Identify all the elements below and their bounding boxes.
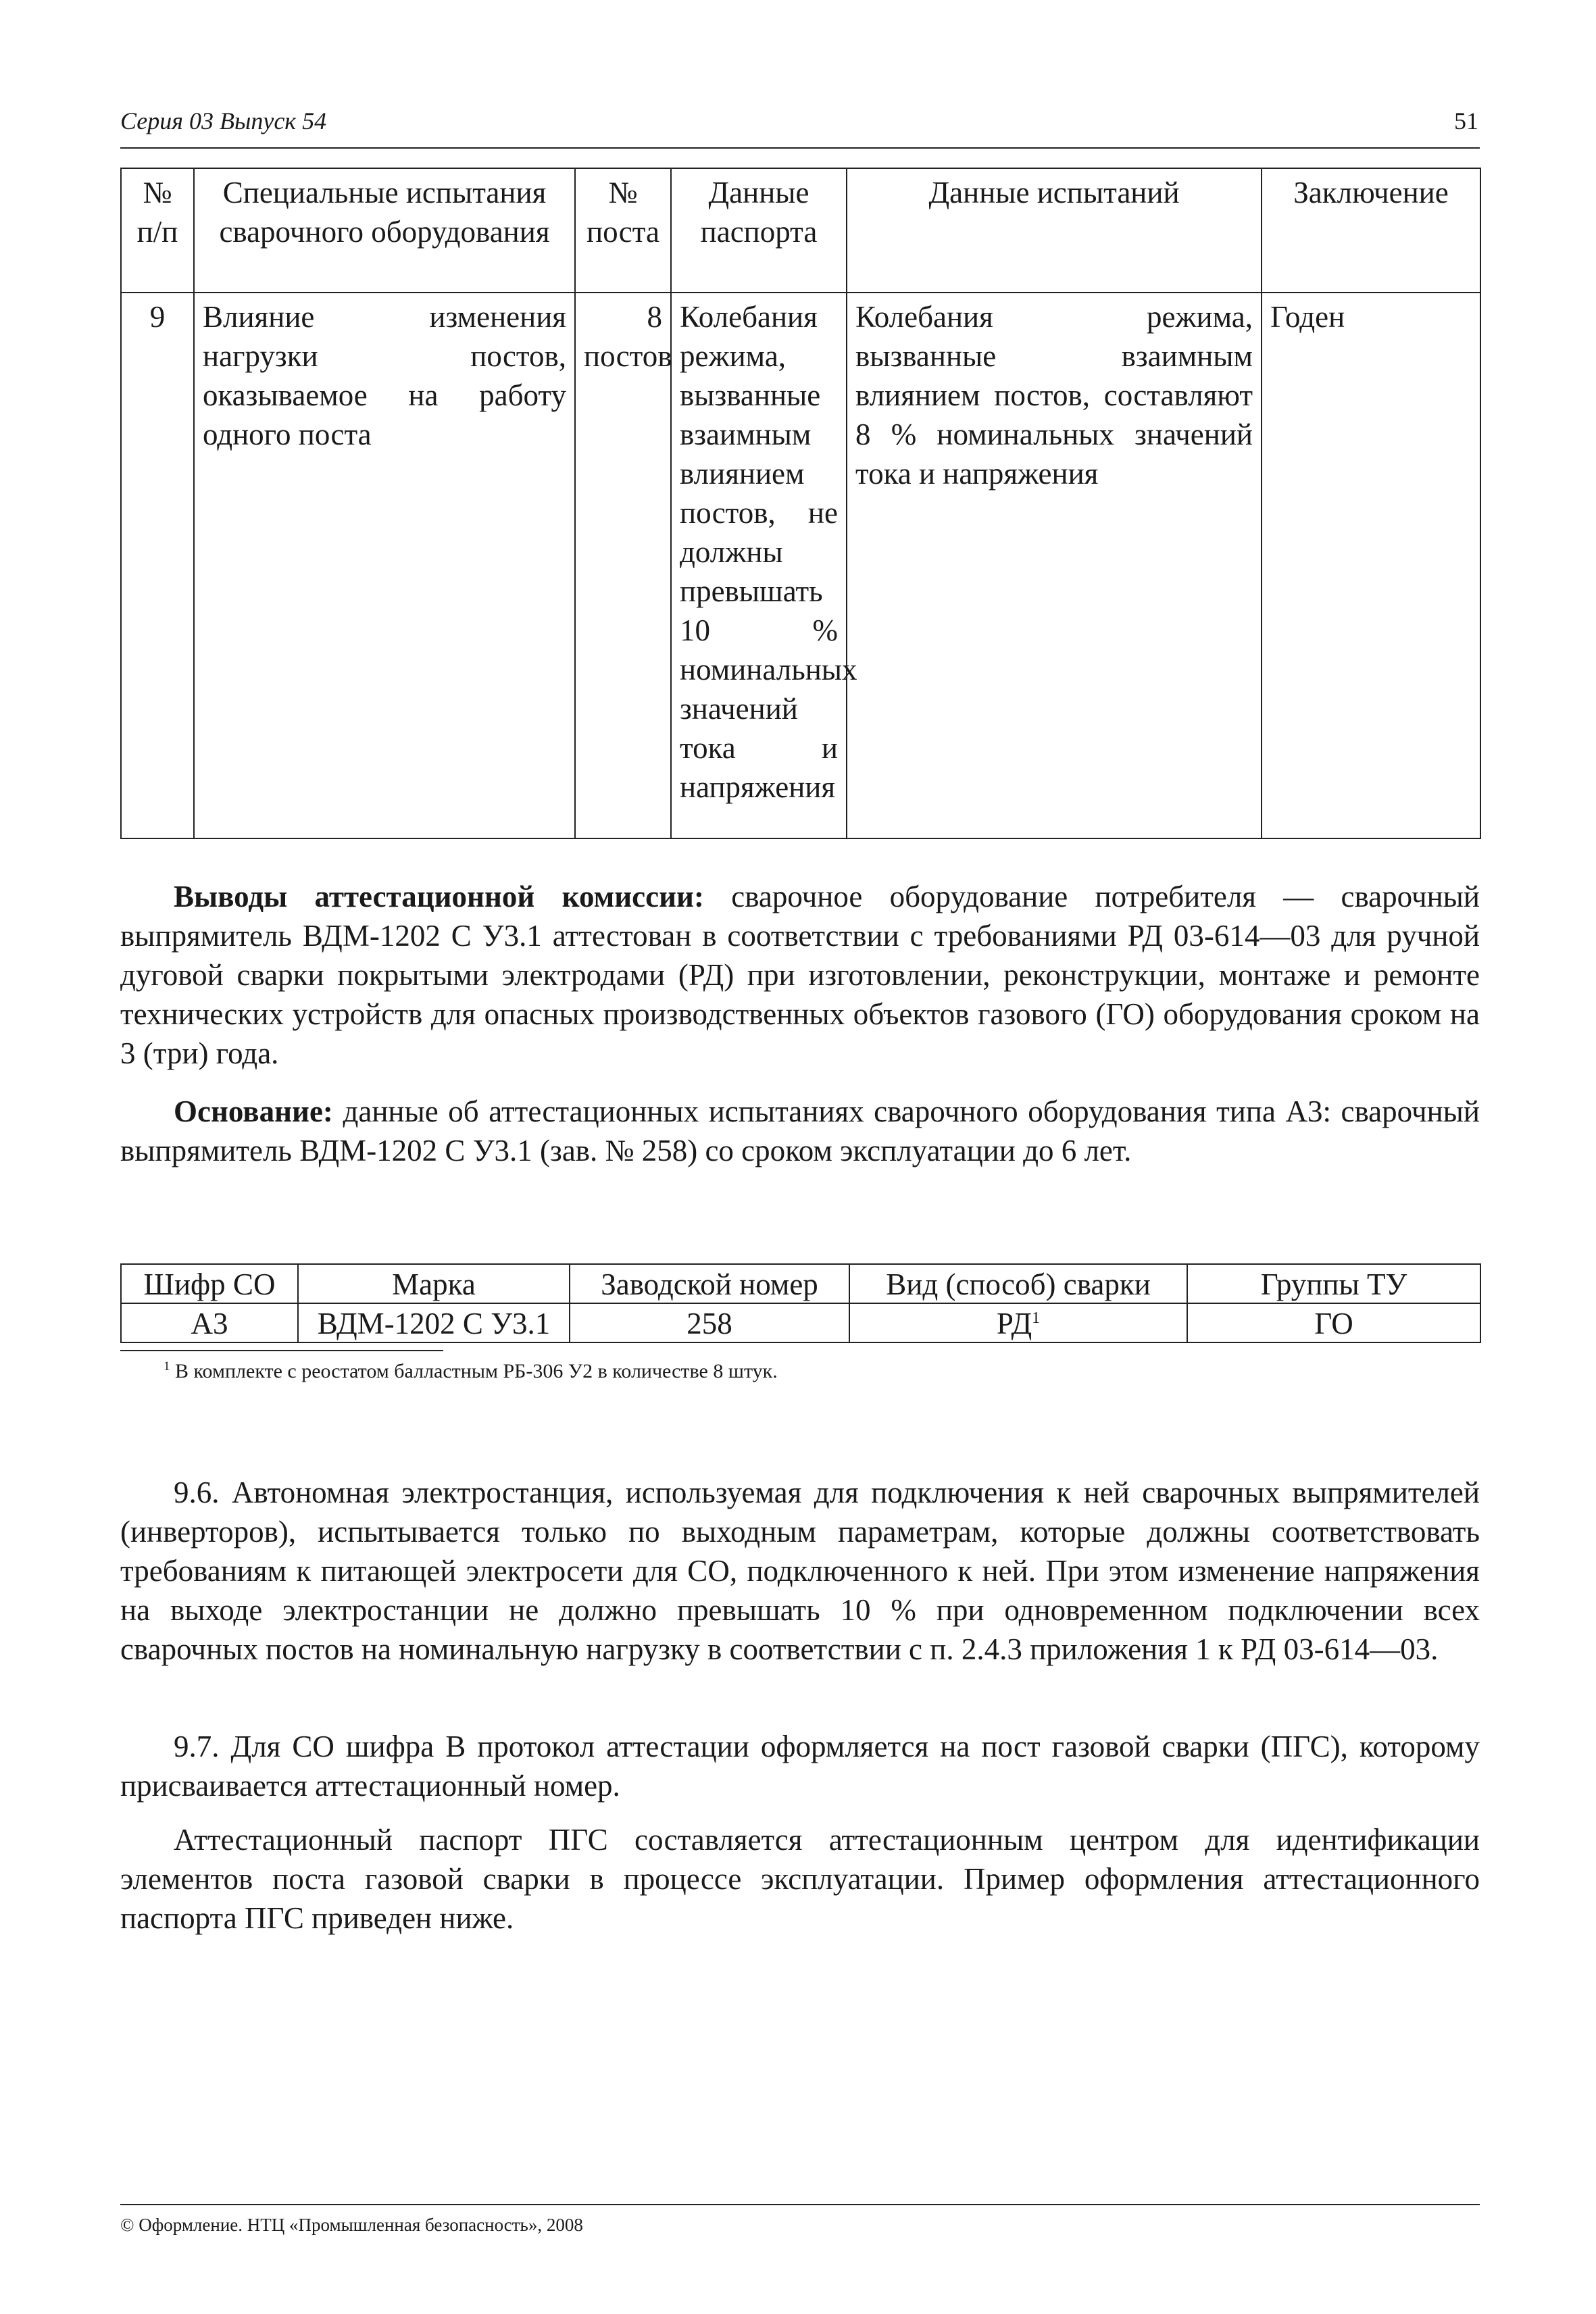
- conclusions-paragraph: [120, 877, 1480, 1073]
- header-groups: Группы ТУ: [1187, 1264, 1480, 1303]
- cell-welding-type: [849, 1303, 1187, 1342]
- header-welding-type: Вид (способ) сварки: [849, 1264, 1187, 1303]
- cell-serial: 258: [570, 1303, 849, 1342]
- series-title: Серия 03 Выпуск 54: [120, 107, 327, 134]
- cell-passport-data: Колебания режима, вызванные взаимным влиянием постов, не должны превышать 10 % номинальных значений тока и напряжения: [671, 293, 847, 838]
- cell-groups: ГО: [1187, 1303, 1480, 1342]
- page-header: [120, 107, 1480, 149]
- paragraph-9-6: [120, 1473, 1480, 1669]
- header-conclusion: Заключение: [1262, 168, 1480, 293]
- cell-test-data: Колебания режима, вызванные взаимным влиянием постов, составляют 8 % номинальных значений тока и напряжения: [847, 293, 1262, 838]
- cell-special-tests: Влияние изменения нагрузки постов, оказываемое на работу одного поста: [194, 293, 575, 838]
- table-row: [121, 1303, 1480, 1342]
- conclusions-label: Выводы аттестационной комиссии:: [174, 880, 704, 913]
- header-num: № п/п: [121, 168, 194, 293]
- equipment-table: [120, 1263, 1481, 1343]
- header-code: Шифр СО: [121, 1264, 298, 1303]
- footnote: [164, 1358, 778, 1385]
- cell-conclusion: Годен: [1262, 293, 1480, 838]
- table-row: [121, 293, 1480, 838]
- header-post-num: № поста: [575, 168, 671, 293]
- paragraph-passport-text: Аттестационный паспорт ПГС составляется аттестационным центром для идентификации элементов поста газовой сварки в процессе эксплуатации. Пример оформления аттестационного паспорта ПГС приведен ниже.: [120, 1823, 1480, 1935]
- special-tests-table: [120, 168, 1481, 839]
- header-brand: Марка: [298, 1264, 570, 1303]
- conclusions-text: сварочное оборудование потребителя — сварочный выпрямитель ВДМ-1202 С У3.1 аттестован в соответствии с требованиями РД 03-614—03 для ручной дуговой сварки покрытыми электродами (РД) при изготовлении, реконструкции, монтаже и ремонте технических устройств для опасных производственных объектов газового (ГО) оборудования сроком на 3 (три) года.: [120, 880, 1480, 1070]
- footnote-mark: 1: [164, 1359, 170, 1374]
- header-passport-data: Данные паспорта: [671, 168, 847, 293]
- cell-code: А3: [121, 1303, 298, 1342]
- footnote-text: В комплекте с реостатом балластным РБ-306 У2 в количестве 8 штук.: [170, 1360, 778, 1382]
- header-serial: Заводской номер: [570, 1264, 849, 1303]
- welding-type-value: РД: [996, 1307, 1032, 1340]
- footnote-ref: 1: [1032, 1309, 1041, 1327]
- cell-brand: ВДМ-1202 С У3.1: [298, 1303, 570, 1342]
- cell-num: 9: [121, 293, 194, 838]
- paragraph-9-7: [120, 1727, 1480, 1805]
- table-header-row: [121, 168, 1480, 293]
- table-header-row: [121, 1264, 1480, 1303]
- paragraph-passport: [120, 1820, 1480, 1938]
- paragraph-9-7-text: 9.7. Для СО шифра В протокол аттестации оформляется на пост газовой сварки (ПГС), которому присваивается аттестационный номер.: [120, 1730, 1480, 1803]
- page-number: 51: [1454, 107, 1478, 134]
- basis-text: данные об аттестационных испытаниях сварочного оборудования типа А3: сварочный выпрямитель ВДМ-1202 С У3.1 (зав. № 258) со сроком эксплуатации до 6 лет.: [120, 1095, 1480, 1167]
- footer-copyright: © Оформление. НТЦ «Промышленная безопасность», 2008: [120, 2215, 583, 2235]
- footnote-divider: [120, 1350, 443, 1351]
- footer-divider: [120, 2204, 1480, 2205]
- basis-label: Основание:: [174, 1095, 333, 1128]
- header-test-data: Данные испытаний: [847, 168, 1262, 293]
- paragraph-9-6-text: 9.6. Автономная электростанция, используемая для подключения к ней сварочных выпрямителей (инверторов), испытывается только по выходным параметрам, которые должны соответствовать требованиям к питающей электросети для СО, подключенного к ней. При этом изменение напряжения на выходе электростанции не должно превышать 10 % при одновременном подключении всех сварочных постов на номинальную нагрузку в соответствии с п. 2.4.3 приложения 1 к РД 03-614—03.: [120, 1476, 1480, 1666]
- header-special-tests: Специальные испытания сварочного оборудования: [194, 168, 575, 293]
- cell-post-num: 8 постов: [575, 293, 671, 838]
- basis-paragraph: [120, 1092, 1480, 1170]
